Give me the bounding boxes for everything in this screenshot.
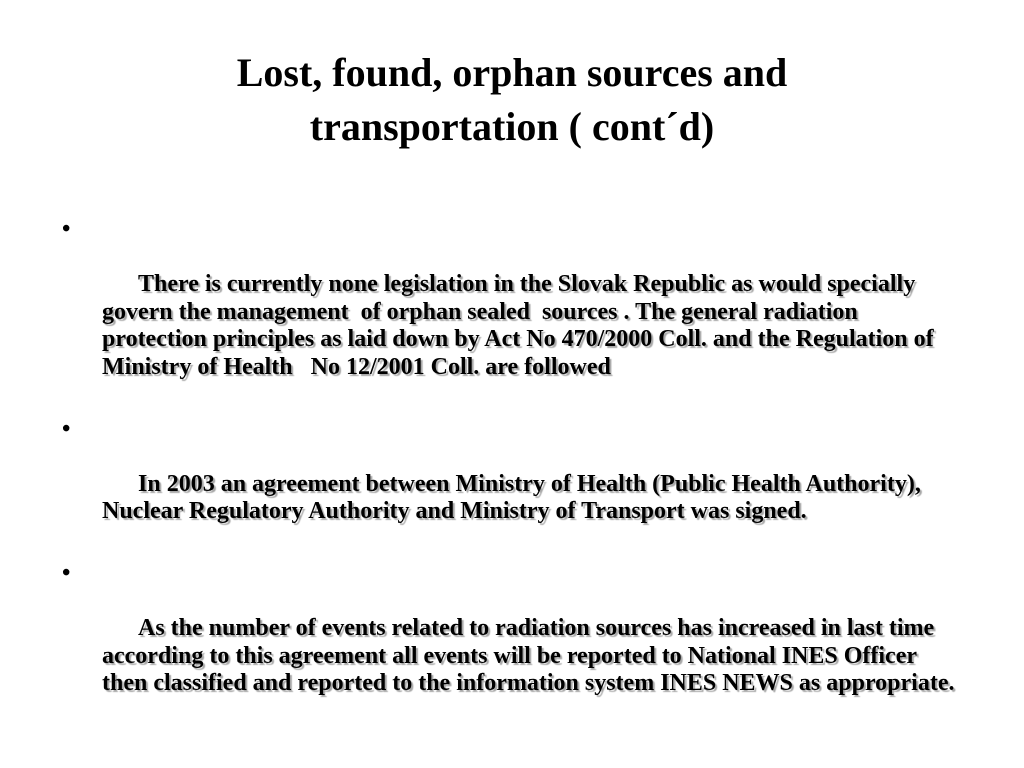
slide-title-line-1: Lost, found, orphan sources and [236,50,788,95]
bullet-item-reporting [60,560,960,725]
bullet-list [60,216,960,732]
bullet-item-legislation [60,216,960,409]
bullet-text-agreement: In 2003 an agreement between Ministry of Health (Public Health Authority), Nuclear Regulatory Authority and Ministry of Transport was signed. [102,470,927,524]
slide-title-line-2: transportation ( cont´d) [309,104,715,149]
bullet-text-legislation: There is currently none legislation in the Slovak Republic as would specially govern the management of orphan sealed sources . The general radiation protection principles as laid down by Act No 470/2000 Coll. and the Regulation of Ministry of Health No 12/2001 Coll. are followed [102,271,946,380]
bullet-dot-icon: • [62,415,71,442]
bullet-dot-icon: • [62,560,71,586]
slide-title [100,46,924,154]
bullet-text-reporting: As the number of events related to radiation sources has increased in last time according to this agreement all events will be reported to National INES Officer then classified and reported to the information system INES NEWS as appropriate. [102,615,955,696]
bullet-item-agreement [60,416,960,554]
bullet-dot-icon: • [62,216,71,242]
